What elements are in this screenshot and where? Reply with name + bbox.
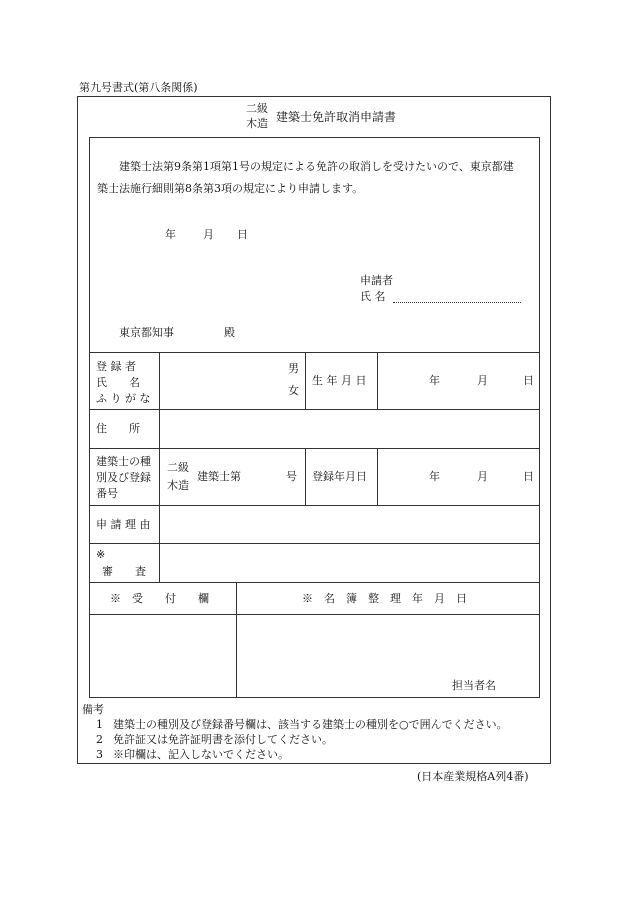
kenchikushi-label: 建築士第 bbox=[197, 470, 241, 483]
applicant-label: 申請者 bbox=[360, 274, 393, 287]
table-line bbox=[305, 448, 306, 505]
title-grade-2: 木造 bbox=[246, 117, 268, 130]
reason-label: 申 請 理 由 bbox=[96, 518, 151, 531]
body-text-line1: 建築士法第9条第1項第1号の規定による免許の取消しを受けたいので、東京都建 bbox=[119, 160, 514, 173]
addressee-to: 東京都知事 bbox=[119, 326, 174, 339]
table-line bbox=[89, 582, 540, 583]
type-label-3: 番号 bbox=[96, 487, 118, 500]
birth-date-label: 生 年 月 日 bbox=[312, 374, 367, 387]
address-label: 住 所 bbox=[96, 422, 140, 435]
notes-heading: 備考 bbox=[82, 703, 104, 716]
registrant-label-2: 氏 名 bbox=[96, 376, 140, 389]
title-grade-1: 二級 bbox=[246, 102, 268, 115]
birth-year-label: 年 bbox=[429, 374, 440, 387]
table-line bbox=[305, 352, 306, 409]
page-title: 建築士免許取消申請書 bbox=[276, 110, 397, 124]
reg-year-label: 年 bbox=[429, 470, 440, 483]
registrant-name-cell[interactable] bbox=[160, 353, 280, 409]
reg-month-label: 月 bbox=[477, 470, 488, 483]
birth-day-label: 日 bbox=[523, 374, 534, 387]
reg-day-label: 日 bbox=[523, 470, 534, 483]
type-grade-2-option[interactable]: 木造 bbox=[167, 479, 189, 492]
birth-month-label: 月 bbox=[477, 374, 488, 387]
note-text: ※印欄は、記入しないでください。 bbox=[113, 748, 289, 761]
date-month-label: 月 bbox=[203, 228, 214, 241]
body-text-line2: 築士法施行細則第8条第3項の規定により申請します。 bbox=[97, 182, 364, 195]
footer-standard: (日本産業規格A列4番) bbox=[417, 770, 529, 783]
date-year-label: 年 bbox=[165, 228, 176, 241]
gender-female-option[interactable]: 女 bbox=[288, 384, 299, 397]
table-line bbox=[236, 582, 237, 698]
form-number: 第九号書式(第八条関係) bbox=[79, 81, 198, 94]
registrant-label-3: ふ り が な bbox=[96, 392, 151, 405]
table-line bbox=[89, 448, 540, 449]
table-line bbox=[89, 352, 540, 353]
applicant-name-label: 氏 名 bbox=[360, 290, 386, 303]
table-line bbox=[377, 352, 378, 409]
review-mark: ※ bbox=[96, 548, 106, 561]
address-field[interactable] bbox=[160, 410, 540, 448]
review-label: 審 査 bbox=[102, 565, 146, 578]
registrant-label-1: 登 録 者 bbox=[96, 360, 136, 373]
note-number: 2 bbox=[96, 733, 103, 746]
table-line bbox=[377, 448, 378, 505]
note-text: 免許証又は免許証明書を添付してください。 bbox=[113, 733, 333, 746]
date-day-label: 日 bbox=[237, 228, 248, 241]
registry-date-label: ※ 名 簿 整 理 年 月 日 bbox=[302, 592, 467, 605]
type-grade-1-option[interactable]: 二級 bbox=[167, 461, 189, 474]
applicant-name-field[interactable] bbox=[393, 302, 521, 303]
type-label-1: 建築士の種 bbox=[96, 455, 151, 468]
type-label-2: 別及び登録 bbox=[96, 471, 151, 484]
person-in-charge-label: 担当者名 bbox=[452, 679, 496, 692]
note-text: 建築士の種別及び登録番号欄は、該当する建築士の種別を○で囲んでください。 bbox=[113, 718, 508, 731]
note-number: 1 bbox=[96, 718, 103, 731]
note-number: 3 bbox=[96, 748, 103, 761]
registration-date-label: 登録年月日 bbox=[312, 470, 367, 483]
registration-number-suffix: 号 bbox=[286, 470, 297, 483]
reception-label: ※ 受 付 欄 bbox=[110, 592, 209, 605]
gender-male-option[interactable]: 男 bbox=[288, 362, 299, 375]
table-line bbox=[89, 614, 540, 615]
reason-field[interactable] bbox=[160, 506, 540, 543]
table-line bbox=[89, 543, 540, 544]
addressee-honorific: 殿 bbox=[224, 326, 235, 339]
